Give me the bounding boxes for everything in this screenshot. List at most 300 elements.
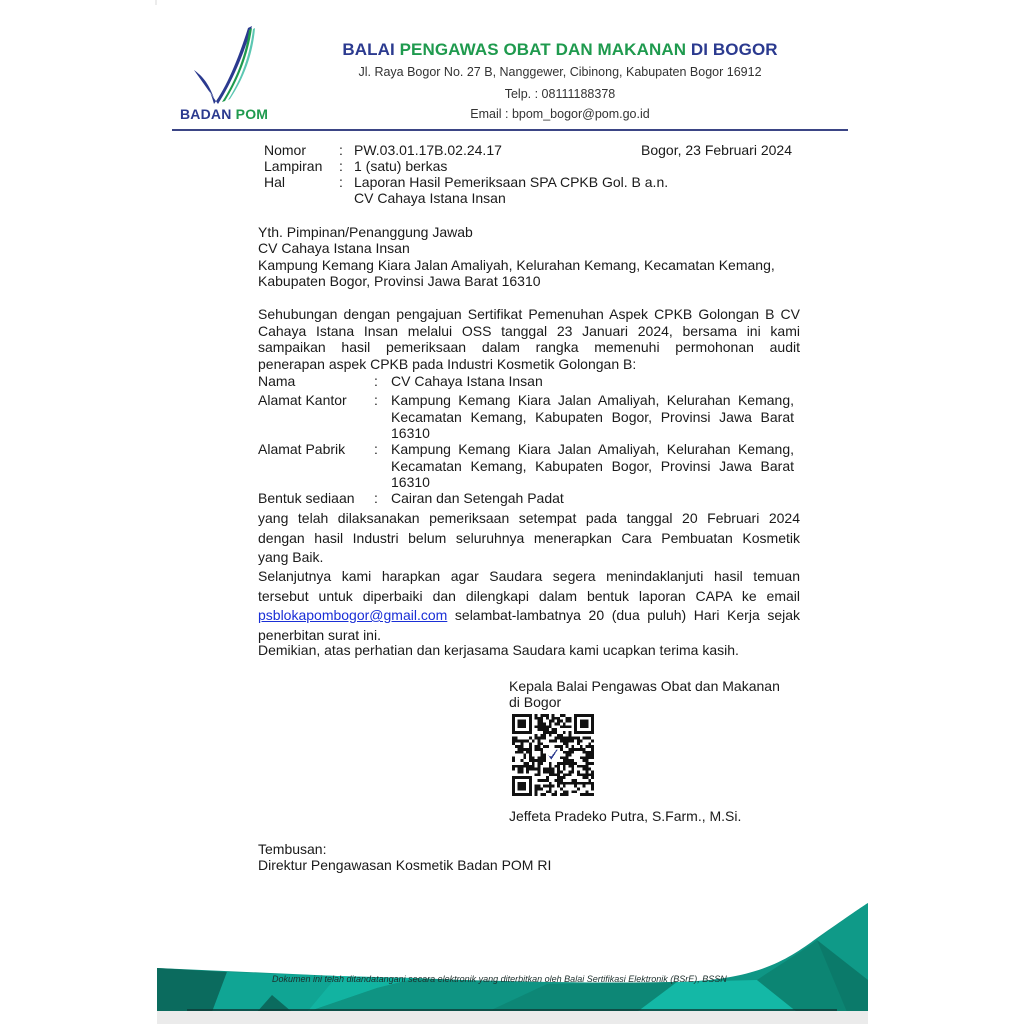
qr-module (588, 782, 591, 785)
signatory-title-line2: di Bogor (509, 694, 562, 710)
qr-module (560, 714, 563, 717)
qr-module (583, 785, 586, 788)
qr-module (549, 734, 552, 737)
qr-module (543, 754, 546, 757)
qr-module (537, 725, 540, 728)
qr-module (529, 745, 532, 748)
qr-module (586, 756, 589, 759)
qr-module (591, 762, 594, 765)
qr-module (543, 722, 546, 725)
qr-module (580, 745, 583, 748)
qr-module (583, 751, 586, 754)
qr-module (543, 731, 546, 734)
result-line: dengan hasil Industri belum seluruhnya menerapkan Cara Pembuatan Kosmetik (258, 529, 800, 546)
meta-label-hal: Hal (264, 174, 286, 190)
qr-module (549, 785, 552, 788)
qr-module (512, 737, 515, 740)
qr-module (588, 768, 591, 771)
qr-module (543, 785, 546, 788)
detail-label-alamat-kantor: Alamat Kantor (258, 392, 347, 408)
qr-module (537, 771, 540, 774)
qr-module (577, 739, 580, 742)
qr-module (591, 788, 594, 791)
qr-module (515, 745, 518, 748)
qr-module (546, 771, 549, 774)
qr-module (557, 785, 560, 788)
qr-module (588, 762, 591, 765)
qr-code-signature-icon (512, 714, 594, 796)
qr-module (540, 756, 543, 759)
qr-module (543, 745, 546, 748)
qr-module (577, 737, 580, 740)
qr-module (523, 754, 526, 757)
qr-module (535, 759, 538, 762)
qr-module (546, 745, 549, 748)
place-date: Bogor, 23 Februari 2024 (641, 142, 792, 158)
qr-module (563, 782, 566, 785)
qr-module (566, 773, 569, 776)
qr-module (560, 762, 563, 765)
qr-module (563, 725, 566, 728)
qr-module (532, 759, 535, 762)
letterhead-divider (172, 129, 848, 131)
qr-module (546, 714, 549, 717)
qr-module (552, 720, 555, 723)
qr-module (546, 717, 549, 720)
qr-module (557, 765, 560, 768)
qr-module (518, 739, 521, 742)
qr-module (540, 793, 543, 796)
qr-module (566, 737, 569, 740)
qr-module (549, 782, 552, 785)
meta-value-lampiran: 1 (satu) berkas (354, 158, 448, 174)
qr-module (535, 793, 538, 796)
detail-label-nama: Nama (258, 373, 296, 389)
electronic-signature-note: Dokumen ini telah ditandatangani secara elektronik yang diterbitkan oleh Balai Sertifikasi Elektronik (BSrE), BSSN (272, 974, 727, 984)
qr-module (591, 754, 594, 757)
qr-module (586, 771, 589, 774)
recipient-salutation: Yth. Pimpinan/Penanggung Jawab (258, 224, 473, 240)
qr-module (569, 773, 572, 776)
qr-module (574, 782, 577, 785)
qr-module (535, 734, 538, 737)
qr-module (557, 745, 560, 748)
qr-module (537, 717, 540, 720)
qr-module (552, 773, 555, 776)
qr-module (586, 773, 589, 776)
qr-module (560, 725, 563, 728)
qr-module (560, 756, 563, 759)
qr-module (554, 779, 557, 782)
qr-module (552, 768, 555, 771)
qr-module (588, 773, 591, 776)
meta-label-nomor: Nomor (264, 142, 307, 158)
qr-module (571, 768, 574, 771)
qr-module (543, 714, 546, 717)
qr-module (532, 765, 535, 768)
qr-module (535, 725, 538, 728)
qr-module (554, 793, 557, 796)
qr-module (580, 773, 583, 776)
qr-module (518, 771, 521, 774)
qr-module (526, 765, 529, 768)
qr-module (554, 731, 557, 734)
qr-module (557, 734, 560, 737)
detail-label-alamat-pabrik: Alamat Pabrik (258, 441, 346, 457)
qr-module (540, 734, 543, 737)
qr-module (586, 762, 589, 765)
qr-module (563, 773, 566, 776)
meta-separator: : (339, 158, 343, 174)
meta-value-nomor: PW.03.01.17B.02.24.17 (354, 142, 502, 158)
detail-separator: : (374, 392, 378, 408)
qr-module (537, 745, 540, 748)
qr-module (571, 790, 574, 793)
qr-module (543, 768, 546, 771)
qr-module (529, 754, 532, 757)
qr-module (583, 748, 586, 751)
qr-module (540, 751, 543, 754)
qr-module (540, 720, 543, 723)
qr-module (571, 745, 574, 748)
qr-module (543, 779, 546, 782)
qr-module (583, 793, 586, 796)
qr-module (569, 725, 572, 728)
qr-finder (518, 782, 526, 790)
qr-module (518, 765, 521, 768)
qr-module (537, 768, 540, 771)
qr-module (557, 722, 560, 725)
qr-module (546, 731, 549, 734)
qr-module (518, 745, 521, 748)
cc-recipient: Direktur Pengawasan Kosmetik Badan POM RI (258, 857, 552, 873)
qr-module (537, 762, 540, 765)
qr-module (577, 773, 580, 776)
qr-module (546, 728, 549, 731)
qr-module (563, 739, 566, 742)
qr-module (583, 773, 586, 776)
qr-module (591, 785, 594, 788)
qr-module (515, 739, 518, 742)
qr-module (526, 762, 529, 765)
qr-module (537, 779, 540, 782)
qr-module (560, 739, 563, 742)
qr-module (569, 754, 572, 757)
intro-paragraph (258, 306, 800, 372)
qr-module (566, 751, 569, 754)
organization-phone: Telp. : 08111188378 (504, 87, 616, 101)
qr-module (535, 717, 538, 720)
qr-module (552, 785, 555, 788)
logo-text-badan: BADAN (180, 106, 232, 122)
qr-module (523, 762, 526, 765)
qr-module (543, 793, 546, 796)
qr-module (543, 725, 546, 728)
qr-module (535, 788, 538, 791)
qr-module (591, 751, 594, 754)
qr-module (591, 748, 594, 751)
detail-separator: : (374, 373, 378, 389)
qr-module (540, 748, 543, 751)
recipient-company: CV Cahaya Istana Insan (258, 240, 410, 256)
qr-module (520, 771, 523, 774)
meta-label-lampiran: Lampiran (264, 158, 323, 174)
followup-paragraph (258, 567, 800, 645)
qr-module (520, 765, 523, 768)
qr-module (515, 751, 518, 754)
qr-module (549, 768, 552, 771)
qr-module (588, 793, 591, 796)
qr-module (588, 737, 591, 740)
qr-module (529, 765, 532, 768)
qr-module (540, 779, 543, 782)
qr-module (520, 751, 523, 754)
qr-module (546, 768, 549, 771)
qr-module (549, 725, 552, 728)
qr-module (591, 771, 594, 774)
qr-module (571, 759, 574, 762)
qr-module (563, 762, 566, 765)
qr-module (571, 762, 574, 765)
qr-module (552, 739, 555, 742)
qr-module (563, 737, 566, 740)
qr-module (577, 782, 580, 785)
qr-module (583, 759, 586, 762)
followup-line: tersebut untuk diperbaiki dan dilengkapi dalam bentuk laporan CAPA ke email (258, 587, 800, 604)
qr-module (540, 742, 543, 745)
qr-module (523, 756, 526, 759)
qr-module (549, 765, 552, 768)
qr-module (569, 734, 572, 737)
qr-module (546, 779, 549, 782)
address-line: 16310 (391, 425, 430, 441)
qr-module (569, 737, 572, 740)
followup-line-with-email (258, 606, 800, 626)
organization-title (340, 40, 780, 60)
qr-module (566, 742, 569, 745)
qr-module (591, 739, 594, 742)
result-line: yang telah dilaksanakan pemeriksaan setempat pada tanggal 20 Februari 2024 (258, 510, 800, 526)
qr-module (535, 714, 538, 717)
qr-module (520, 739, 523, 742)
followup-line: penerbitan surat ini. (258, 626, 381, 643)
qr-module (571, 782, 574, 785)
result-line: yang Baik. (258, 549, 324, 565)
qr-module (586, 782, 589, 785)
detail-value-nama: CV Cahaya Istana Insan (391, 373, 543, 389)
qr-module (543, 728, 546, 731)
qr-module (566, 793, 569, 796)
viewer-bottom-edge (157, 1011, 868, 1024)
qr-module (540, 788, 543, 791)
qr-module (518, 768, 521, 771)
qr-module (554, 739, 557, 742)
qr-module (520, 742, 523, 745)
closing-sentence: Demikian, atas perhatian dan kerjasama Saudara kami ucapkan terima kasih. (258, 642, 739, 658)
qr-module (588, 756, 591, 759)
qr-module (540, 717, 543, 720)
qr-module (535, 790, 538, 793)
detail-value-bentuk-sediaan: Cairan dan Setengah Padat (391, 490, 564, 506)
qr-module (512, 759, 515, 762)
qr-module (537, 759, 540, 762)
qr-module (552, 771, 555, 774)
qr-module (580, 748, 583, 751)
qr-module (563, 790, 566, 793)
qr-module (563, 722, 566, 725)
qr-module (586, 768, 589, 771)
qr-module (577, 771, 580, 774)
qr-module (583, 768, 586, 771)
qr-module (577, 742, 580, 745)
qr-module (563, 785, 566, 788)
qr-module (529, 756, 532, 759)
qr-module (566, 754, 569, 757)
qr-module (560, 788, 563, 791)
qr-module (512, 765, 515, 768)
qr-module (540, 759, 543, 762)
qr-module (557, 768, 560, 771)
qr-module (563, 751, 566, 754)
qr-module (563, 768, 566, 771)
qr-module (529, 742, 532, 745)
qr-module (560, 734, 563, 737)
qr-module (532, 756, 535, 759)
qr-module (523, 765, 526, 768)
detail-label-bentuk-sediaan: Bentuk sediaan (258, 490, 355, 506)
qr-module (520, 759, 523, 762)
qr-module (552, 714, 555, 717)
detail-separator: : (374, 490, 378, 506)
followup-line: Selanjutnya kami harapkan agar Saudara segera menindaklanjuti hasil temuan (258, 568, 800, 584)
qr-module (543, 756, 546, 759)
qr-module (560, 771, 563, 774)
qr-module (526, 748, 529, 751)
qr-module (546, 776, 549, 779)
qr-module (540, 714, 543, 717)
address-line: Kampung Kemang Kiara Jalan Amaliyah, Kelurahan Kemang, (391, 441, 794, 457)
qr-module (535, 773, 538, 776)
qr-module (535, 785, 538, 788)
intro-line: penerapan aspek CPKB pada Industri Kosmetik Golongan B: (258, 355, 637, 372)
qr-module (549, 731, 552, 734)
qr-module (588, 745, 591, 748)
qr-module (591, 773, 594, 776)
qr-module (569, 731, 572, 734)
qr-module (580, 765, 583, 768)
qr-module (560, 745, 563, 748)
qr-module (574, 748, 577, 751)
qr-module (557, 737, 560, 740)
qr-module (563, 765, 566, 768)
qr-module (549, 788, 552, 791)
qr-module (535, 768, 538, 771)
meta-separator: : (339, 142, 343, 158)
organization-email: Email : bpom_bogor@pom.go.id (470, 107, 650, 121)
qr-module (520, 748, 523, 751)
qr-module (563, 793, 566, 796)
qr-module (563, 776, 566, 779)
qr-module (591, 756, 594, 759)
qr-module (535, 737, 538, 740)
qr-module (588, 779, 591, 782)
qr-module (588, 751, 591, 754)
qr-module (554, 728, 557, 731)
qr-module (574, 737, 577, 740)
qr-module (552, 728, 555, 731)
qr-module (566, 720, 569, 723)
qr-module (560, 748, 563, 751)
qr-module (586, 776, 589, 779)
detail-value-alamat-kantor (391, 392, 794, 442)
qr-module (557, 782, 560, 785)
qr-module (546, 725, 549, 728)
qr-module (543, 737, 546, 740)
qr-module (574, 779, 577, 782)
qr-module (537, 765, 540, 768)
qr-module (566, 782, 569, 785)
qr-module (512, 756, 515, 759)
intro-line: sampaikan hasil pemeriksaan dalam rangka memenuhi permohonan audit (258, 339, 800, 355)
qr-module (549, 790, 552, 793)
qr-module (569, 771, 572, 774)
capa-email-link[interactable]: psblokapombogor@gmail.com (258, 607, 448, 623)
qr-module (586, 754, 589, 757)
detail-value-alamat-pabrik (391, 441, 794, 491)
qr-module (586, 765, 589, 768)
qr-module (554, 745, 557, 748)
qr-module (535, 748, 538, 751)
qr-module (569, 782, 572, 785)
qr-module (583, 776, 586, 779)
qr-module (557, 720, 560, 723)
qr-module (563, 759, 566, 762)
qr-module (526, 768, 529, 771)
qr-module (540, 762, 543, 765)
qr-module (543, 759, 546, 762)
qr-module (537, 742, 540, 745)
qr-module (571, 748, 574, 751)
qr-module (563, 731, 566, 734)
qr-module (537, 720, 540, 723)
qr-module (580, 756, 583, 759)
qr-module (537, 737, 540, 740)
signatory-title-line1: Kepala Balai Pengawas Obat dan Makanan (509, 678, 780, 694)
qr-module (526, 771, 529, 774)
qr-module (549, 773, 552, 776)
qr-module (580, 782, 583, 785)
qr-module (563, 714, 566, 717)
qr-module (583, 765, 586, 768)
qr-module (566, 790, 569, 793)
qr-module (532, 768, 535, 771)
qr-module (529, 768, 532, 771)
qr-module (554, 717, 557, 720)
qr-module (560, 779, 563, 782)
qr-module (566, 762, 569, 765)
qr-module (557, 717, 560, 720)
signatory-name: Jeffeta Pradeko Putra, S.Farm., M.Si. (509, 808, 742, 824)
qr-module (560, 793, 563, 796)
qr-module (554, 790, 557, 793)
qr-module (540, 728, 543, 731)
qr-module (566, 759, 569, 762)
qr-module (512, 768, 515, 771)
qr-module (571, 751, 574, 754)
qr-module (557, 779, 560, 782)
qr-module (563, 756, 566, 759)
qr-module (571, 779, 574, 782)
